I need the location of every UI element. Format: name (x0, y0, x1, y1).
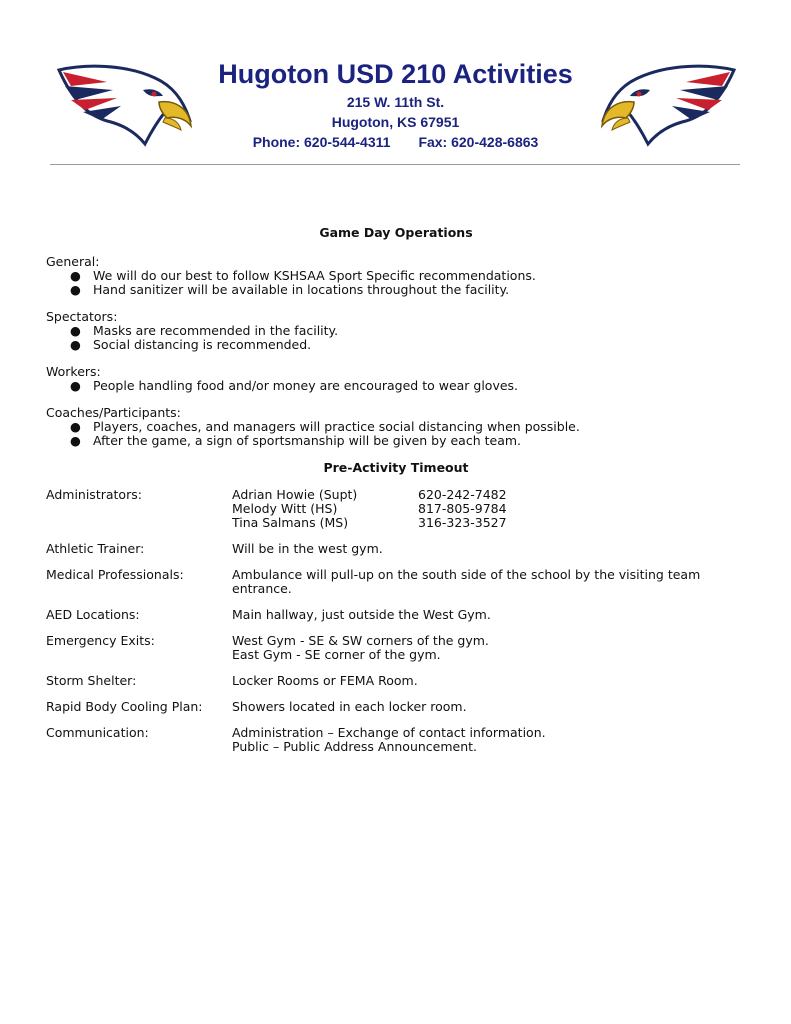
row-label: AED Locations: (46, 607, 140, 622)
list-item: ● We will do our best to follow KSHSAA Sport Specific recommendations. (70, 268, 536, 283)
storm-shelter-row: Storm Shelter: Locker Rooms or FEMA Room. (46, 673, 418, 688)
section-heading: Spectators: (46, 309, 118, 324)
section-heading: General: (46, 254, 100, 269)
bullet-icon: ● (70, 282, 81, 297)
row-label: Communication: (46, 725, 149, 740)
section-heading: Workers: (46, 364, 101, 379)
org-title: Hugoton USD 210 Activities (218, 59, 573, 89)
contact-entry: Tina Salmans (MS) 316-323-3527 (232, 515, 507, 530)
row-label: Administrators: (46, 487, 142, 502)
section-spectators (46, 310, 746, 352)
list-item: ● Hand sanitizer will be available in locations throughout the facility. (70, 282, 510, 297)
letterhead (0, 56, 791, 152)
section-coaches (46, 406, 746, 448)
org-city: Hugoton, KS 67951 (331, 114, 460, 130)
header-divider (50, 164, 740, 165)
row-label: Rapid Body Cooling Plan: (46, 699, 203, 714)
aed-locations-row: AED Locations: Main hallway, just outside the West Gym. (46, 607, 491, 622)
row-label: Emergency Exits: (46, 633, 155, 648)
rapid-body-cooling-row: Rapid Body Cooling Plan: Showers located in each locker room. (46, 699, 467, 714)
document-body (46, 226, 746, 754)
bullet-icon: ● (70, 268, 81, 283)
section-general (46, 255, 746, 297)
org-contact (0, 132, 791, 152)
row-label: Storm Shelter: (46, 673, 137, 688)
emergency-exits-row: Emergency Exits: West Gym - SE & SW corners of the gym. East Gym - SE corner of the gym. (46, 633, 489, 662)
list-item: ● People handling food and/or money are encouraged to wear gloves. (70, 378, 519, 393)
bullet-icon: ● (70, 433, 81, 448)
game-day-title: Game Day Operations (319, 225, 473, 240)
list-item: ● After the game, a sign of sportsmanship will be given by each team. (70, 433, 522, 448)
medical-professionals-row: Medical Professionals: Ambulance will pull-up on the south side of the school by the visiting team entrance. (46, 567, 701, 596)
contact-entry: Melody Witt (HS) 817-805-9784 (232, 501, 507, 516)
list-item: ● Masks are recommended in the facility. (70, 323, 339, 338)
org-phone: Phone: 620-544-4311 (252, 134, 391, 150)
org-address: 215 W. 11th St. (346, 94, 445, 110)
section-heading: Coaches/Participants: (46, 405, 181, 420)
contact-entry: Adrian Howie (Supt) 620-242-7482 (232, 487, 507, 502)
communication-row: Communication: Administration – Exchange of contact information. Public – Public Address Announcement. (46, 725, 546, 754)
bullet-icon: ● (70, 323, 81, 338)
list-item: ● Social distancing is recommended. (70, 337, 312, 352)
administrators-row (46, 488, 746, 530)
org-fax: Fax: 620-428-6863 (418, 134, 539, 150)
section-workers (46, 365, 746, 393)
row-label: Medical Professionals: (46, 567, 184, 582)
bullet-icon: ● (70, 337, 81, 352)
bullet-icon: ● (70, 378, 81, 393)
pre-activity-title: Pre-Activity Timeout (323, 460, 469, 475)
list-item: ● Players, coaches, and managers will practice social distancing when possible. (70, 419, 580, 434)
row-label: Athletic Trainer: (46, 541, 145, 556)
athletic-trainer-row: Athletic Trainer: Will be in the west gym. (46, 541, 383, 556)
bullet-icon: ● (70, 419, 81, 434)
